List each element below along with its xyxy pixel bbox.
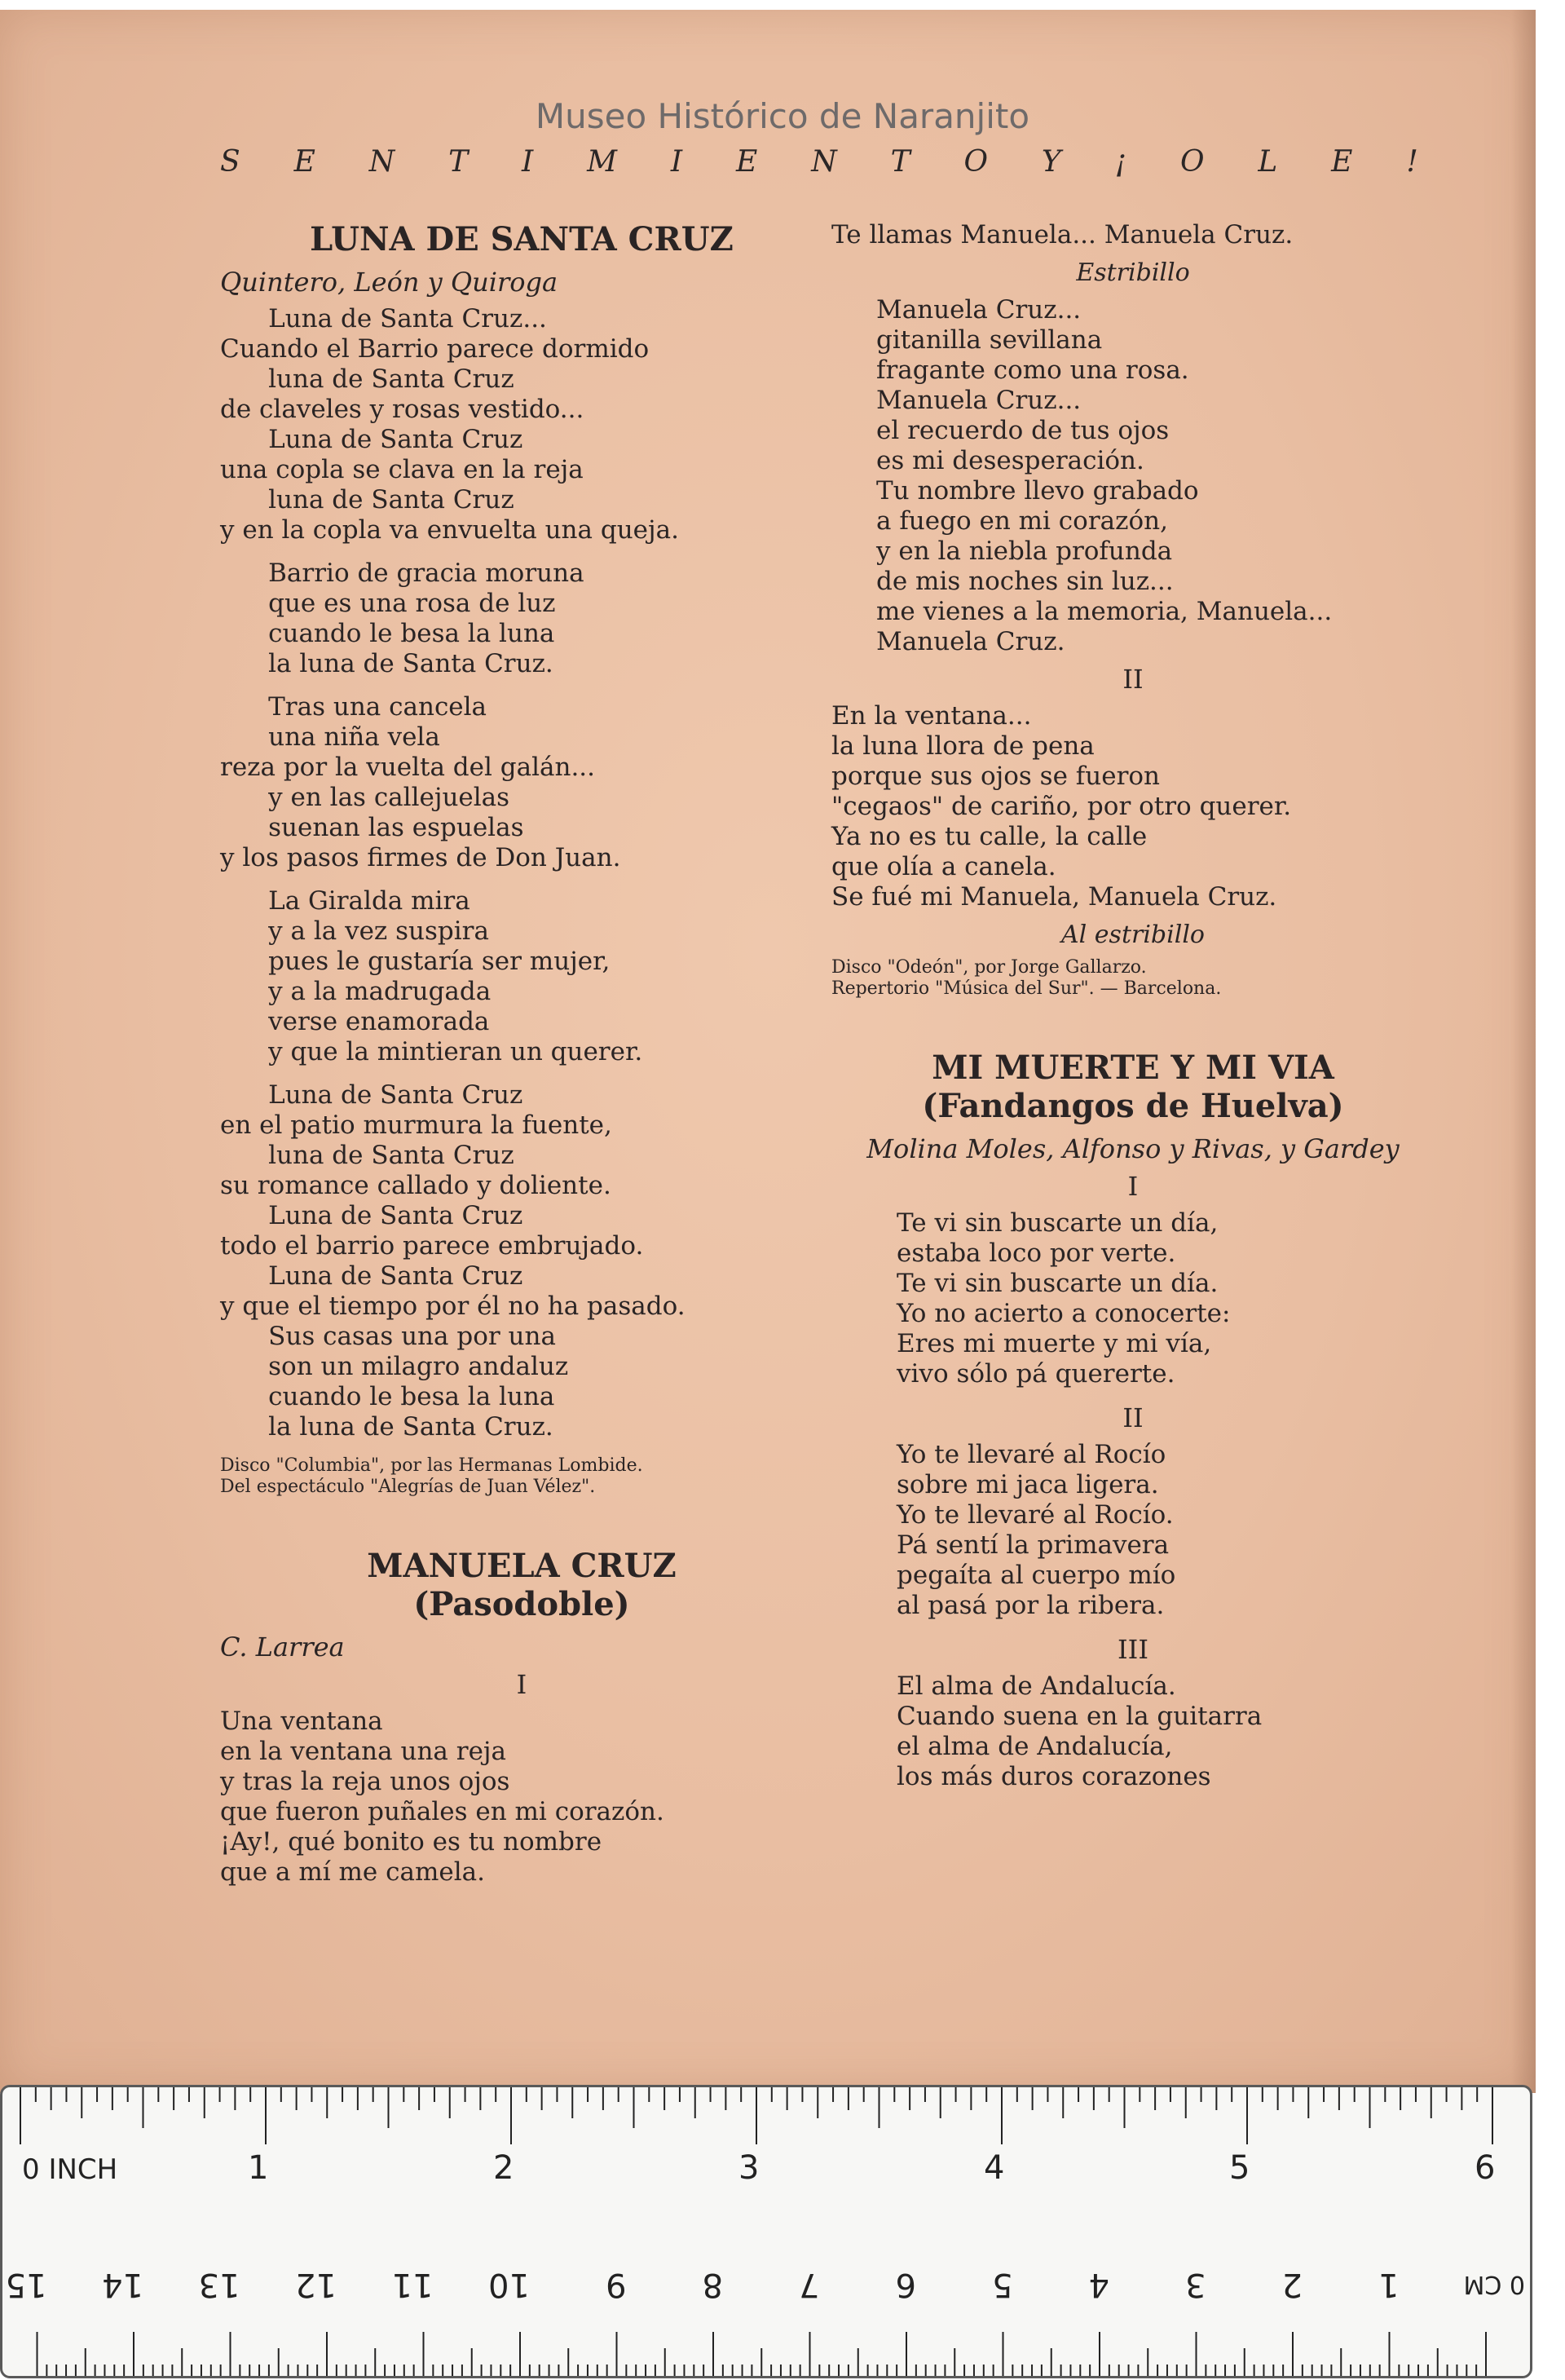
lyric-line: Ya no es tu calle, la calle [831,822,1148,851]
lyric-line: y en la niebla profunda [876,536,1173,566]
credit-line: Disco "Odeón", por Jorge Gallarzo. [831,957,1147,978]
header-letter: I [522,145,534,179]
lyric-line: Barrio de gracia moruna [220,559,584,588]
section-number: III [1118,1634,1148,1665]
cm-number: 12 [295,2266,337,2303]
song-author-mi-muerte: Molina Moles, Alfonso y Rivas, y Gardey [866,1133,1400,1164]
lyric-line: y tras la reja unos ojos [220,1767,510,1796]
lyric-line: que a mí me camela. [220,1857,485,1887]
lyric-line: al pasá por la ribera. [897,1591,1165,1620]
lyric-line: son un milagro andaluz [220,1352,569,1381]
lyric-line: y los pasos firmes de Don Juan. [220,843,621,872]
lyric-line: suenan las espuelas [220,813,524,842]
lyric-line: sobre mi jaca ligera. [897,1470,1159,1499]
lyric-line: Sus casas una por una [220,1322,556,1351]
right-column [831,220,1435,1805]
lyric-line: Luna de Santa Cruz [220,1261,523,1291]
song-lyrics-manuela-2 [831,701,1435,912]
song-credits-luna [220,1455,823,1498]
lyric-line: Manuela Cruz... [876,386,1082,415]
lyric-line: Se fué mi Manuela, Manuela Cruz. [831,882,1277,912]
song-subtitle-mi-muerte: (Fandangos de Huelva) [922,1087,1344,1125]
stanza [220,304,823,545]
lyric-line: pues le gustaría ser mujer, [220,947,611,976]
inch-number: 3 [738,2149,760,2187]
cm-number: 14 [102,2266,143,2303]
lyric-line: luna de Santa Cruz [220,1141,514,1170]
lyric-line: que es una rosa de luz [220,589,556,618]
lyric-line: que olía a canela. [831,852,1056,881]
lyric-line: todo el barrio parece embrujado. [220,1231,644,1261]
cm-number: 15 [5,2266,47,2303]
header-letter: ! [1406,145,1418,179]
song-title-manuela: MANUELA CRUZ [367,1547,677,1585]
lyric-line: Manuela Cruz... [876,295,1082,325]
lyric-line: Cuando el Barrio parece dormido [220,334,650,364]
lyric-line: ¡Ay!, qué bonito es tu nombre [220,1827,602,1857]
stanza [220,1080,823,1442]
section-number: II [1122,1402,1144,1433]
paper-edge-shadow [1511,10,1536,2093]
header-letter: N [368,145,395,179]
lyric-line: Luna de Santa Cruz [220,1080,523,1110]
cm-number: 1 [1378,2266,1400,2303]
header-letter: E [736,145,758,179]
measurement-ruler [0,2085,1532,2378]
lyric-line: la luna de Santa Cruz. [220,1412,553,1442]
header-letter: M [587,145,618,179]
header-letter: L [1258,145,1278,179]
lyric-line: me vienes a la memoria, Manuela... [876,597,1333,626]
lyric-line: Te vi sin buscarte un día. [897,1269,1219,1298]
inch-number: 5 [1229,2149,1250,2187]
page-header [220,145,1418,179]
inch-number: 6 [1475,2149,1496,2187]
credit-line: Del espectáculo "Alegrías de Juan Vélez". [220,1477,596,1497]
lyric-line: en el patio murmura la fuente, [220,1111,612,1140]
lyric-line: Yo no acierto a conocerte: [897,1299,1231,1328]
cm-number: 7 [799,2266,820,2303]
lyric-line: Una ventana [220,1707,383,1736]
lyric-line: porque sus ojos se fueron [831,762,1161,791]
header-letter: O [1179,145,1205,179]
lyric-line: una copla se clava en la reja [220,455,584,484]
song-title-luna: LUNA DE SANTA CRUZ [310,220,734,258]
lyric-line: Tu nombre llevo grabado [876,476,1199,506]
lyric-line: es mi desesperación. [876,446,1144,475]
lyric-line: En la ventana... [831,701,1032,731]
song-credits-manuela [831,957,1435,1000]
lyric-line: gitanilla sevillana [876,325,1103,355]
lyric-line: El alma de Andalucía. [897,1671,1176,1701]
cm-number: 6 [895,2266,916,2303]
credit-line: Repertorio "Música del Sur". — Barcelona. [831,978,1222,999]
stanza [897,1440,1435,1621]
lyric-line: que fueron puñales en mi corazón. [220,1797,664,1826]
lyric-line: fragante como una rosa. [876,355,1189,385]
lyric-line: Yo te llevaré al Rocío [897,1440,1166,1469]
header-letter: T [448,145,469,179]
header-letter: ¡ [1114,145,1127,179]
lyric-line: el alma de Andalucía, [897,1732,1173,1761]
ruler-graphic [2,2087,1532,2378]
lyric-line: Luna de Santa Cruz... [220,304,547,333]
lyric-line: La Giralda mira [220,886,470,916]
lyric-line: y que el tiempo por él no ha pasado. [220,1292,686,1321]
song-title-mi-muerte: MI MUERTE Y MI VIA [932,1049,1334,1087]
inch-number: 4 [984,2149,1005,2187]
song-lyrics-manuela [220,1707,823,1888]
estribillo-label: Estribillo [1076,258,1190,287]
lyric-line: vivo sólo pá quererte. [897,1359,1175,1389]
header-letter: E [293,145,315,179]
cm-number: 4 [1088,2266,1109,2303]
lyric-line: luna de Santa Cruz [220,364,514,394]
lyric-line: Eres mi muerte y mi vía, [897,1329,1212,1358]
stanza [220,692,823,873]
lyric-line: verse enamorada [220,1007,490,1036]
lyric-line: una niña vela [220,722,440,752]
lyric-line: Manuela Cruz. [876,627,1065,656]
lyric-line: los más duros corazones [897,1762,1211,1791]
lyric-line: Te vi sin buscarte un día, [897,1208,1219,1238]
header-letter: Y [1041,145,1061,179]
lyric-line: y en la copla va envuelta una queja. [220,515,679,545]
song-author-luna: Quintero, León y Quiroga [220,267,558,298]
header-letter: T [890,145,910,179]
song-subtitle-manuela: (Pasodoble) [413,1585,630,1623]
lyric-line: de mis noches sin luz... [876,567,1174,596]
lyric-line: su romance callado y doliente. [220,1171,611,1200]
header-letter: N [811,145,837,179]
estribillo-lyrics [831,295,1435,657]
song-lyrics-mi-muerte [831,1171,1435,1792]
cm-number: 2 [1281,2266,1303,2303]
lyric-line: y a la madrugada [220,977,492,1006]
credit-line: Disco "Columbia", por las Hermanas Lombide. [220,1455,643,1476]
lyric-line: luna de Santa Cruz [220,485,514,514]
stanza [897,1208,1435,1389]
header-letter: E [1331,145,1353,179]
lyric-line: Te llamas Manuela... Manuela Cruz. [831,220,1294,249]
lyric-line: reza por la vuelta del galán... [220,753,596,782]
cm-number: 11 [391,2266,434,2303]
cm-number: 3 [1185,2266,1206,2303]
lyric-line: cuando le besa la luna [220,1382,555,1411]
lyric-line: el recuerdo de tus ojos [876,416,1170,445]
lyric-line: pegaíta al cuerpo mío [897,1561,1176,1590]
cm-number: 10 [488,2266,530,2303]
header-letter: I [670,145,683,179]
lyric-line: y en las callejuelas [220,783,510,812]
lyric-line: Luna de Santa Cruz [220,425,523,454]
lyric-line: Yo te llevaré al Rocío. [897,1500,1174,1530]
cm-number: 9 [606,2266,627,2303]
lyric-line: a fuego en mi corazón, [876,506,1168,536]
cm-label: 0 CM [1463,2270,1525,2298]
stanza [897,1671,1435,1792]
museum-watermark: Museo Histórico de Naranjito [535,96,1030,136]
cm-number: 13 [198,2266,240,2303]
inch-number: 2 [493,2149,514,2187]
section-number: I [516,1669,527,1700]
stanza [220,559,823,679]
cm-number: 8 [702,2266,723,2303]
header-letter: S [220,145,240,179]
cm-number: 5 [992,2266,1013,2303]
lyric-line: y a la vez suspira [220,916,489,946]
stanza [220,886,823,1067]
inch-label: 0 INCH [22,2153,118,2186]
lyric-line: "cegaos" de cariño, por otro querer. [831,792,1292,821]
inch-number: 1 [248,2149,269,2187]
lyric-line: la luna llora de pena [831,731,1095,761]
lyric-line: en la ventana una reja [220,1737,507,1766]
song-author-manuela: C. Larrea [220,1632,345,1662]
lyric-line: Luna de Santa Cruz [220,1201,523,1230]
lyric-line: Tras una cancela [220,692,487,722]
lyric-line: y que la mintieran un querer. [220,1037,643,1066]
lyric-line: estaba loco por verte. [897,1239,1176,1268]
left-column [220,220,823,1888]
lyric-line: cuando le besa la luna [220,619,555,648]
section-number: II [1122,664,1144,695]
lyric-line: la luna de Santa Cruz. [220,649,553,678]
header-letter: O [963,145,989,179]
song-lyrics-luna [220,304,823,1442]
lyric-line: de claveles y rosas vestido... [220,395,584,424]
section-number: I [1127,1171,1139,1202]
lyric-line: Cuando suena en la guitarra [897,1702,1263,1731]
al-estribillo-label: Al estribillo [1061,921,1205,949]
lyric-line: Pá sentí la primavera [897,1530,1170,1560]
